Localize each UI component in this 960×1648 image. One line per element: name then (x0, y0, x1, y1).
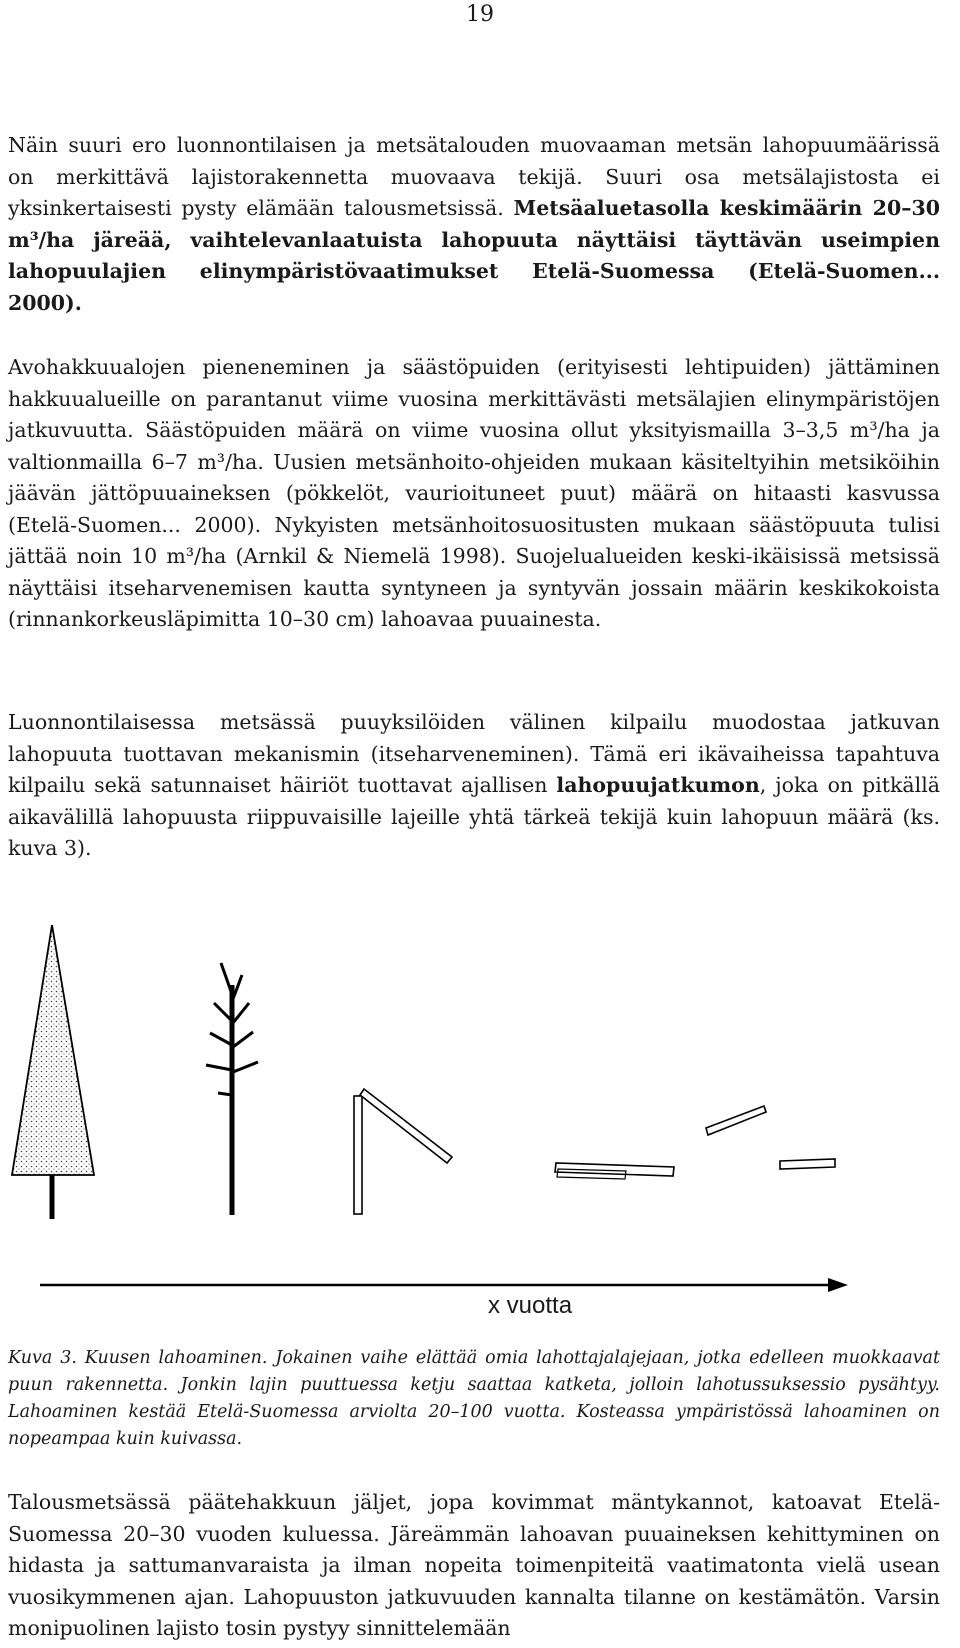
figure-caption: Kuva 3. Kuusen lahoaminen. Jokainen vaihe elättää omia lahottajalajejaan, jotka edelleen muokkaavat puun rakennetta. Jonkin lajin puuttuessa ketju saattaa katketa, jolloin lahotussuksessio pysähtyy. Lahoaminen kestää Etelä-Suomessa arviolta 20–100 vuotta. Kosteassa ympäristössä lahoaminen on nopeampaa kuin kuivassa. (8, 1348, 940, 1449)
living-spruce-icon (12, 925, 94, 1219)
decomposed-log-icon (706, 1106, 835, 1169)
fallen-log-icon (555, 1163, 674, 1179)
spruce-decay-figure (0, 925, 960, 1305)
paragraph-retention-trees: Avohakkuualojen pieneneminen ja säästöpuiden (erityisesti lehtipuiden) jättäminen hakkuualueille on parantanut viime vuosina merkittävästi metsälajien elinympäristöjen jatkuvuutta. Säästöpuiden määrä on viime vuosina ollut yksityismailla 3–3,5 m³/ha ja valtionmailla 6–7 m³/ha. Uusien metsänhoito-ohjeiden mukaan käsiteltyihin metsiköihin jäävän jättöpuuaineksen (pökkelöt, vaurioituneet puut) määrä on hitaasti kasvussa (Etelä-Suomen... 2000). Nykyisten metsänhoitosuositusten mukaan säästöpuuta tulisi jättää noin 10 m³/ha (Arnkil & Niemelä 1998). Suojelualueiden keski-ikäisissä metsissä näyttäisi itseharvenemisen kautta syntyneen ja syntyvän jossain määrin keskikokoista (rinnankorkeusläpimitta 10–30 cm) lahoavaa puuainesta. (8, 355, 940, 631)
paragraph-text: Luonnontilaisessa metsässä puuyksilöiden välinen kilpailu muodostaa jatkuvan lahopuuta tuottavan mekanismin (itseharveneminen). Tämä eri ikävaiheissa tapahtuva kilpailu sekä satunnaiset häiriöt tuottavat ajallisen (8, 710, 940, 797)
spruce-decay-illustration (0, 925, 960, 1305)
paragraph-deadwood-volume (8, 130, 940, 319)
dead-standing-spruce-icon (206, 963, 258, 1215)
bold-statement: Metsäaluetasolla keskimäärin 20–30 m³/ha järeää, vaihtelevanlaatuista lahopuuta näyttäisi täyttävän useimpien lahopuulajien elinympäristövaatimukset Etelä-Suomessa (Etelä-Suomen... 2000). (8, 196, 940, 315)
time-arrow-icon (40, 1278, 848, 1292)
paragraph-text: Näin suuri ero luonnontilaisen ja metsätalouden muovaaman metsän lahopuumäärissä on merkittävä lajistorakennetta muovaava tekijä. Suuri osa metsälajistosta ei yksinkertaisesti pysty elämään talousmetsissä. (8, 133, 940, 220)
time-axis-label: x vuotta (488, 1292, 573, 1319)
bold-term: lahopuujatkumon (556, 773, 760, 797)
paragraph-text: , joka on pitkällä aikavälillä lahopuusta riippuvaisille lajeille yhtä tärkeä tekijä kuin lahopuun määrä (ks. kuva 3). (8, 773, 940, 860)
page-number: 19 (466, 2, 494, 27)
paragraph-natural-forest (8, 707, 940, 865)
broken-snag-icon (354, 1089, 452, 1214)
paragraph-commercial-forest: Talousmetsässä päätehakkuun jäljet, jopa kovimmat mäntykannot, katoavat Etelä-Suomessa 20–30 vuoden kuluessa. Järeämmän lahoavan puuaineksen kehittyminen on hidasta ja sattumanvaraista ja ilman nopeita toimenpiteitä vaatimatonta vielä usean vuosikymmenen ajan. Lahopuuston jatkuvuuden kannalta tilanne on kestämätön. Varsin monipuolinen lajisto tosin pystyy sinnittelemään (8, 1490, 940, 1640)
